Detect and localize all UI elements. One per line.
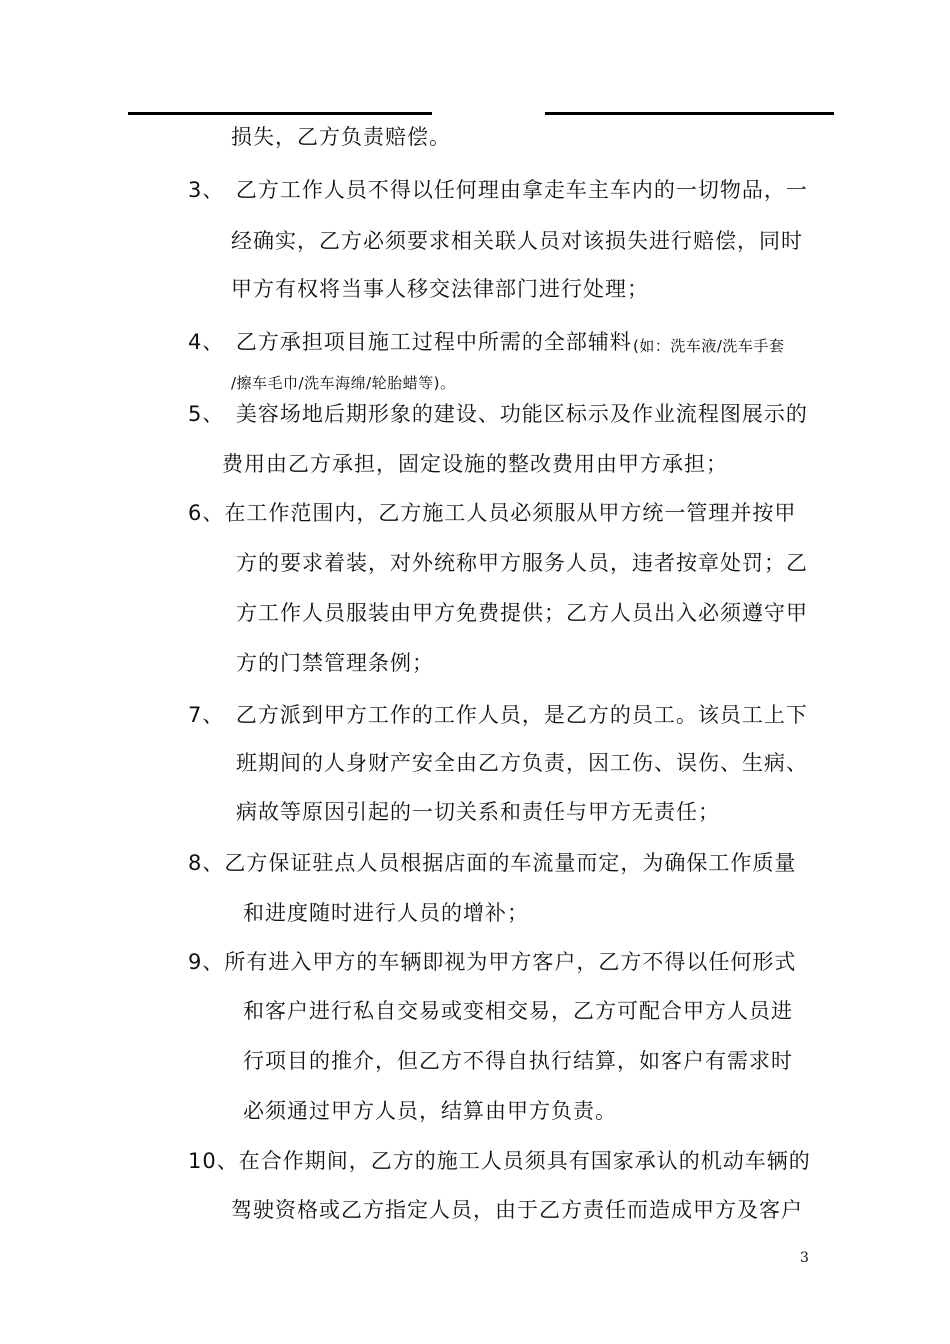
text-line: 方的门禁管理条例； [236,651,434,675]
text-line: 3、 乙方工作人员不得以任何理由拿走车主车内的一切物品，一 [188,178,808,202]
text-line: 8、乙方保证驻点人员根据店面的车流量而定，为确保工作质量 [188,851,797,875]
text-line: 5、 美容场地后期形象的建设、功能区标示及作业流程图展示的 [188,402,808,426]
text-line: 损失，乙方负责赔偿。 [231,125,451,149]
text-line: 病故等原因引起的一切关系和责任与甲方无责任； [236,800,720,824]
text-line: 9、所有进入甲方的车辆即视为甲方客户，乙方不得以任何形式 [188,950,797,974]
text-line: 必须通过甲方人员，结算由甲方负责。 [243,1099,617,1123]
text-line: 和客户进行私自交易或变相交易，乙方可配合甲方人员进 [243,999,793,1023]
text-line: 4、 乙方承担项目施工过程中所需的全部辅料 [188,330,632,354]
text-note: (如：洗车液/洗车手套 [633,337,785,355]
text-line: 6、在工作范围内，乙方施工人员必须服从甲方统一管理并按甲 [188,501,797,525]
header-rule-left [128,112,432,115]
text-line: 甲方有权将当事人移交法律部门进行处理； [231,277,649,301]
text-line: 和进度随时进行人员的增补； [243,901,529,925]
text-line: 经确实，乙方必须要求相关联人员对该损失进行赔偿，同时 [231,229,803,253]
text-line: 方工作人员服装由甲方免费提供；乙方人员出入必须遵守甲 [236,601,808,625]
text-line: 班期间的人身财产安全由乙方负责，因工伤、误伤、生病、 [236,751,808,775]
header-rule-right [545,112,834,115]
text-line: 7、 乙方派到甲方工作的工作人员，是乙方的员工。该员工上下 [188,703,808,727]
text-note-line: /擦车毛巾/洗车海绵/轮胎蜡等)。 [231,374,456,392]
text-line: 费用由乙方承担，固定设施的整改费用由甲方承担； [222,452,728,476]
text-line: 行项目的推介，但乙方不得自执行结算，如客户有需求时 [243,1049,793,1073]
page-number: 3 [800,1250,809,1266]
text-line: 方的要求着装，对外统称甲方服务人员，违者按章处罚；乙 [236,551,808,575]
text-line: 10、在合作期间，乙方的施工人员须具有国家承认的机动车辆的 [188,1149,811,1173]
text-line: 驾驶资格或乙方指定人员，由于乙方责任而造成甲方及客户 [231,1198,803,1222]
